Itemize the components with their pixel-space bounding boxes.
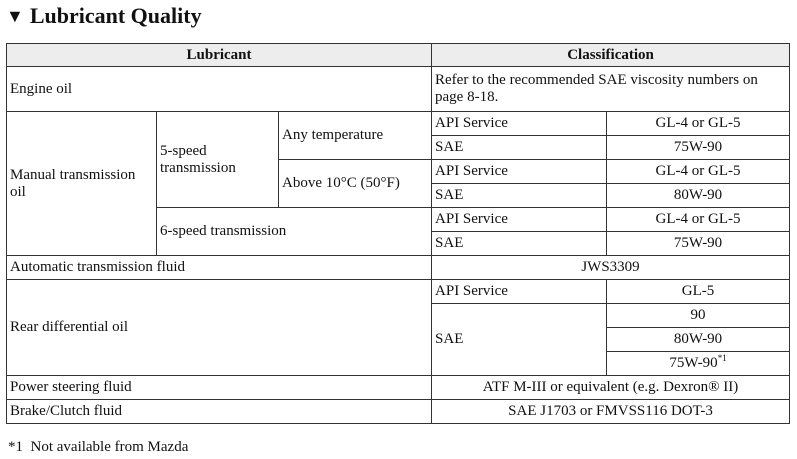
five-speed-label: 5-speed transmission bbox=[157, 112, 279, 208]
sae-value: 80W-90 bbox=[607, 184, 790, 208]
sae-label: SAE bbox=[432, 232, 607, 256]
six-speed-label: 6-speed transmission bbox=[157, 208, 432, 256]
api-service-label: API Service bbox=[432, 160, 607, 184]
footnote bbox=[8, 438, 188, 456]
row-brake-clutch bbox=[7, 400, 790, 424]
api-service-value: GL-5 bbox=[607, 280, 790, 304]
sae-value: 80W-90 bbox=[607, 328, 790, 352]
sae-value-with-note bbox=[607, 352, 790, 376]
api-service-label: API Service bbox=[432, 208, 607, 232]
header-row bbox=[7, 44, 790, 67]
header-classification: Classification bbox=[432, 44, 790, 67]
footnote-text: Not available from Mazda bbox=[30, 439, 189, 455]
section-title bbox=[6, 2, 202, 30]
sae-label: SAE bbox=[432, 136, 607, 160]
section-title-text: Lubricant Quality bbox=[29, 3, 202, 28]
brake-clutch-value: SAE J1703 or FMVSS116 DOT-3 bbox=[432, 400, 790, 424]
power-steering-value: ATF M-III or equivalent (e.g. Dexron® II) bbox=[432, 376, 790, 400]
footnote-mark: *1 bbox=[8, 439, 23, 455]
sae-value: 90 bbox=[607, 304, 790, 328]
api-service-label: API Service bbox=[432, 112, 607, 136]
row-automatic-transmission bbox=[7, 256, 790, 280]
api-service-value: GL-4 or GL-5 bbox=[607, 112, 790, 136]
api-service-value: GL-4 or GL-5 bbox=[607, 160, 790, 184]
brake-clutch-label: Brake/Clutch fluid bbox=[7, 400, 432, 424]
sae-value: 75W-90 bbox=[607, 232, 790, 256]
any-temperature-label: Any temperature bbox=[279, 112, 432, 160]
lubricant-table bbox=[6, 43, 790, 424]
sae-value: 75W-90 bbox=[607, 136, 790, 160]
engine-oil-classification: Refer to the recommended SAE viscosity numbers on page 8-18. bbox=[432, 67, 790, 112]
footnote-mark: *1 bbox=[717, 353, 727, 363]
sae-value: 75W-90 bbox=[669, 355, 718, 371]
api-service-label: API Service bbox=[432, 280, 607, 304]
row-5speed-any-api bbox=[7, 112, 790, 136]
row-power-steering bbox=[7, 376, 790, 400]
power-steering-label: Power steering fluid bbox=[7, 376, 432, 400]
manual-transmission-label: Manual transmission oil bbox=[7, 112, 157, 256]
above-10c-label: Above 10°C (50°F) bbox=[279, 160, 432, 208]
api-service-value: GL-4 or GL-5 bbox=[607, 208, 790, 232]
row-engine-oil bbox=[7, 67, 790, 112]
sae-label: SAE bbox=[432, 184, 607, 208]
automatic-transmission-label: Automatic transmission fluid bbox=[7, 256, 432, 280]
triangle-down-icon: ▼ bbox=[6, 6, 24, 26]
engine-oil-label: Engine oil bbox=[7, 67, 432, 112]
sae-label: SAE bbox=[432, 304, 607, 376]
automatic-transmission-value: JWS3309 bbox=[432, 256, 790, 280]
row-rear-diff-api bbox=[7, 280, 790, 304]
header-lubricant: Lubricant bbox=[7, 44, 432, 67]
rear-differential-label: Rear differential oil bbox=[7, 280, 432, 376]
